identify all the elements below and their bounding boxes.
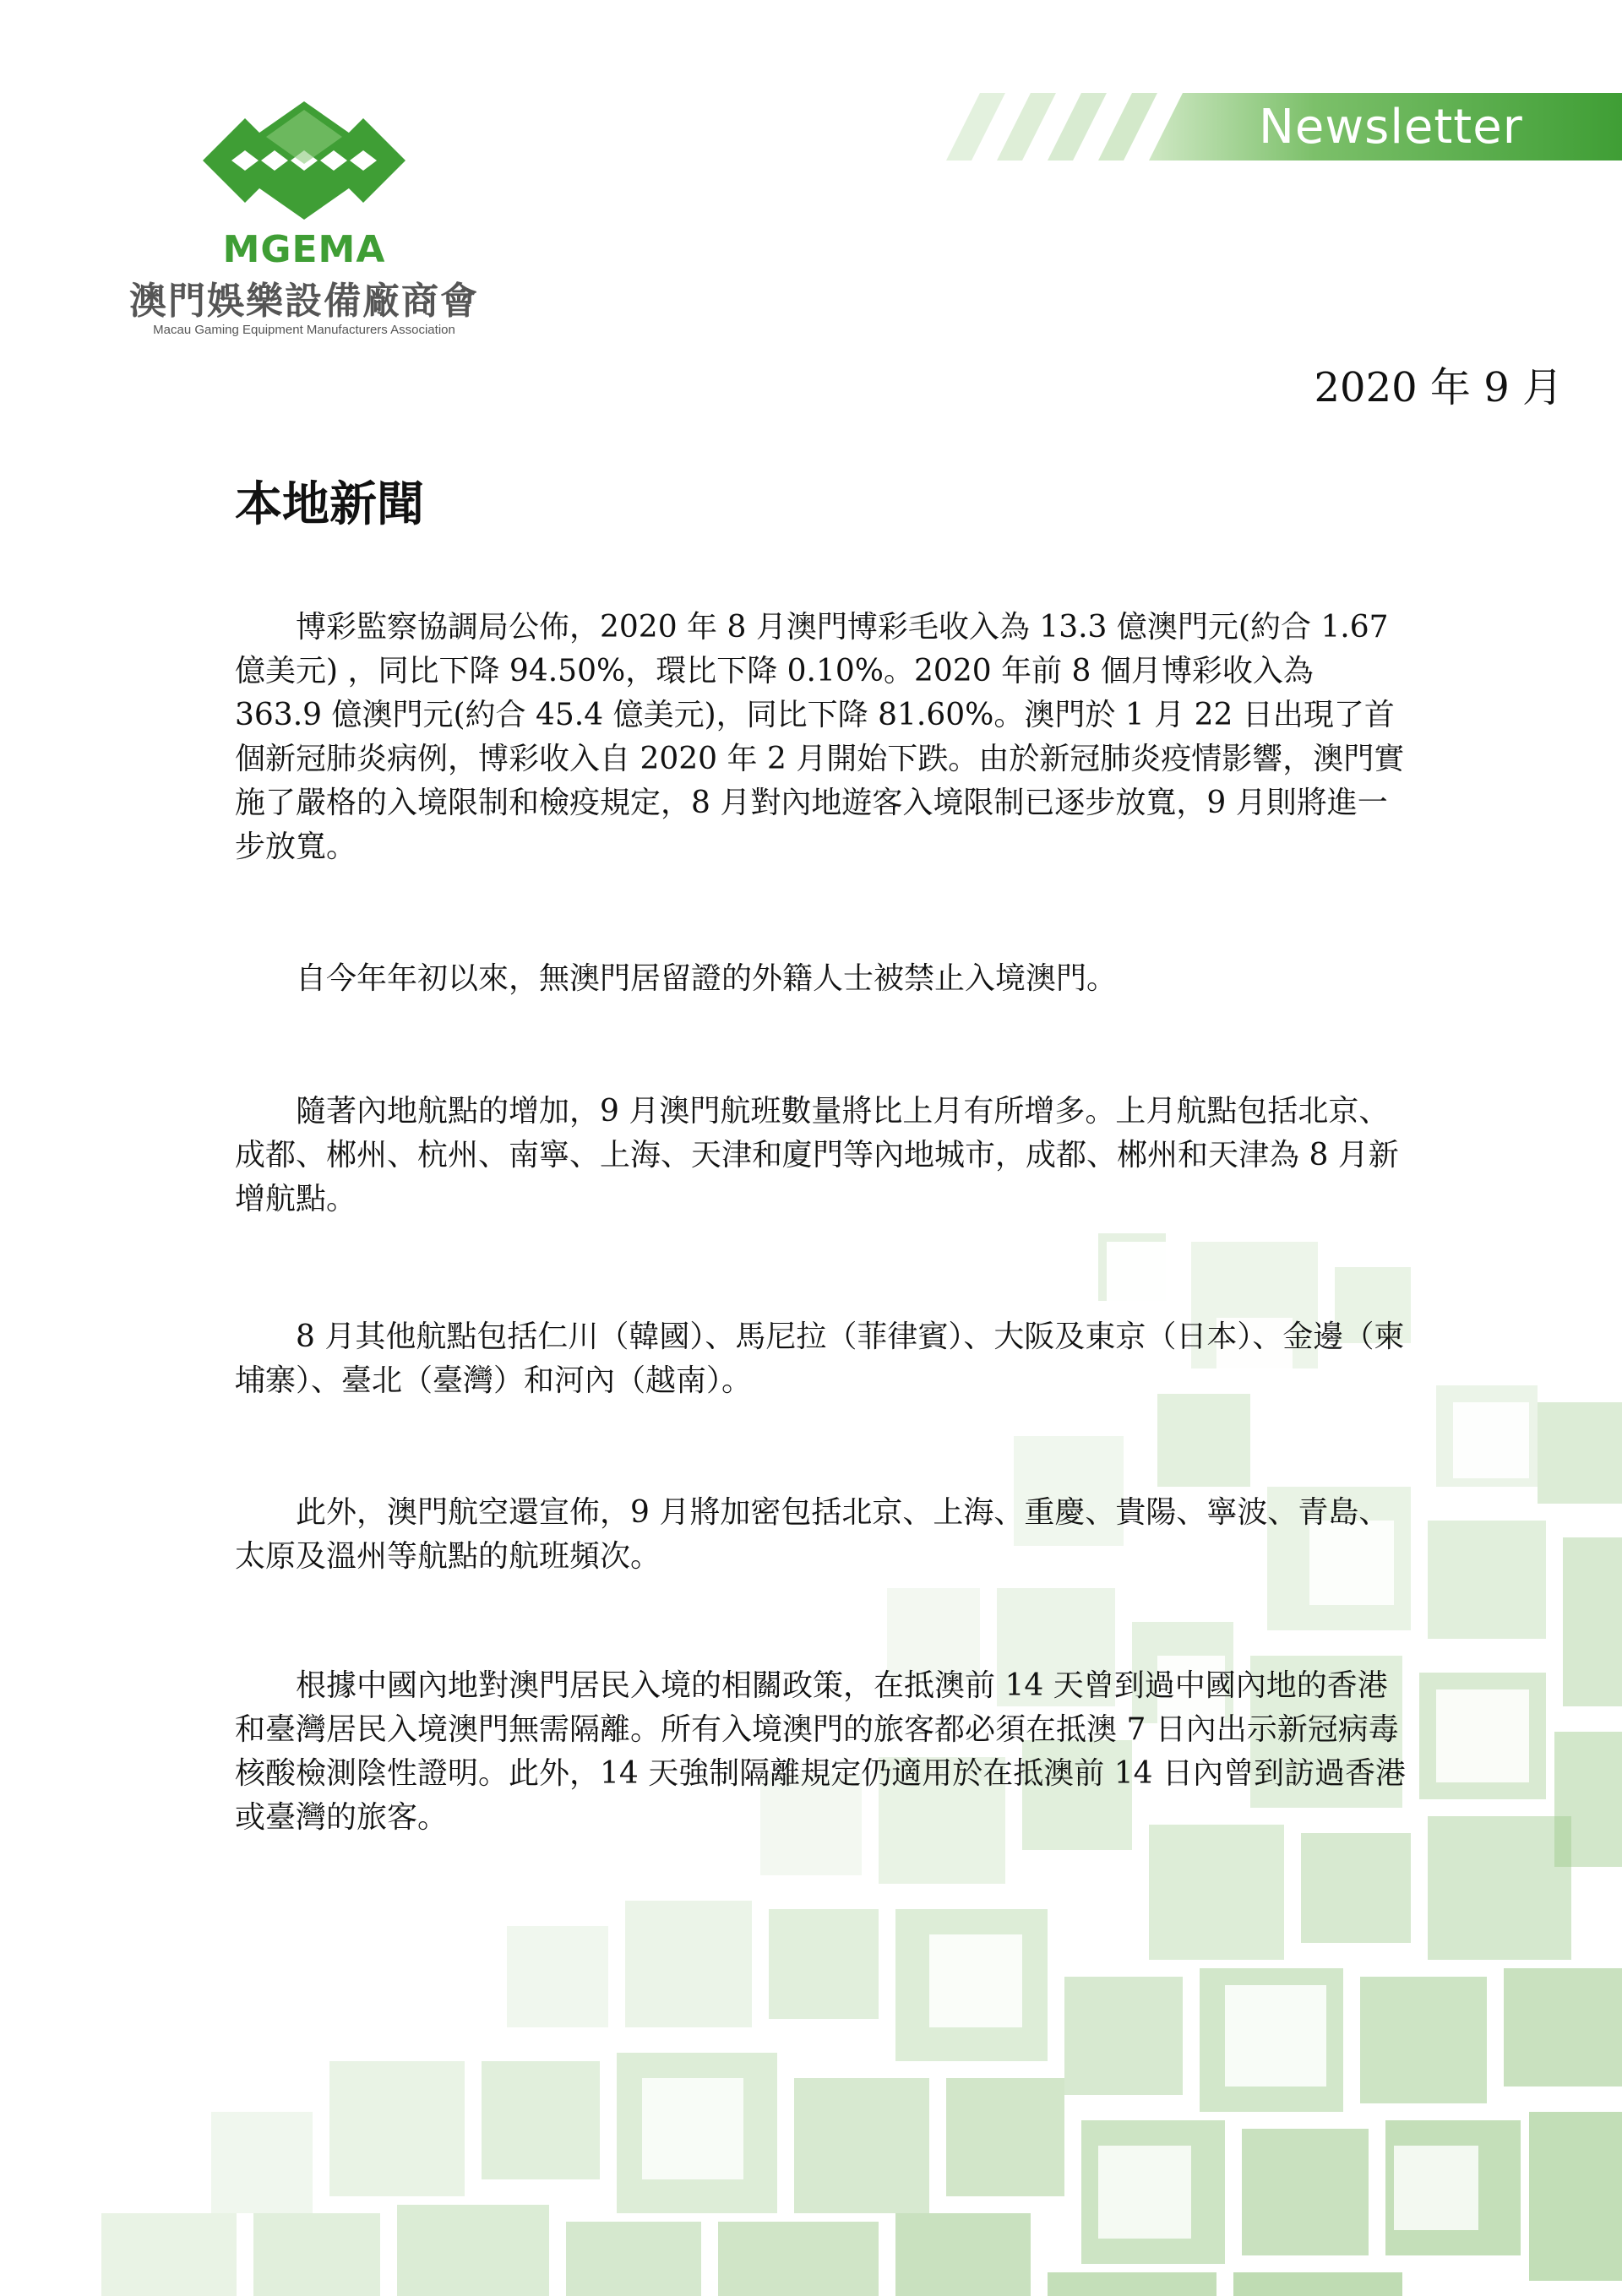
- logo-abbreviation: MGEMA: [222, 228, 386, 271]
- paragraph-gaming-revenue: 博彩監察協調局公佈，2020 年 8 月澳門博彩毛收入為 13.3 億澳門元(約合 1.67 億美元) ，同比下降 94.50%，環比下降 0.10%。2020 年前 8 個月博彩收入為 363.9 億澳門元(約合 45.4 億美元)，同比下降 81.60%。澳門於 1 月 22 日出現了首個新冠肺炎病例，博彩收入自 2020 年 2 月開始下跌。由於新冠肺炎疫情影響，澳門實施了嚴格的入境限制和檢疫規定，8 月對內地遊客入境限制已逐步放寬，9 月則將進一步放寬。: [235, 610, 1405, 864]
- paragraph-flights-mainland: 隨著內地航點的增加，9 月澳門航班數量將比上月有所增多。上月航點包括北京、成都、郴州、杭州、南寧、上海、天津和廈門等內地城市，成都、郴州和天津為 8 月新增航點。: [235, 1094, 1399, 1216]
- logo-name-chinese: 澳門娛樂設備廠商會: [129, 280, 479, 323]
- section-title: 本地新聞: [235, 477, 424, 532]
- issue-date: 2020 年 9 月: [1314, 364, 1563, 411]
- diamond-logo-icon: [118, 101, 490, 228]
- paragraph-quarantine-policy: 根據中國內地對澳門居民入境的相關政策，在抵澳前 14 天曾到過中國內地的香港和臺灣居民入境澳門無需隔離。所有入境澳門的旅客都必須在抵澳 7 日內出示新冠病毒核酸檢測陰性證明。此外，14 天強制隔離規定仍適用於在抵澳前 14 日內曾到訪過香港或臺灣的旅客。: [235, 1668, 1406, 1835]
- paragraph-air-macau: 此外，澳門航空還宣佈，9 月將加密包括北京、上海、重慶、貴陽、寧波、青島、太原及溫州等航點的航班頻次。: [235, 1495, 1390, 1574]
- logo-name-english: Macau Gaming Equipment Manufacturers Association: [153, 323, 455, 337]
- paragraph-other-flights: 8 月其他航點包括仁川（韓國）、馬尼拉（菲律賓）、大阪及東京（日本）、金邊（柬埔寨）、臺北（臺灣）和河內（越南）。: [235, 1319, 1405, 1398]
- paragraph-entry-ban: 自今年年初以來，無澳門居留證的外籍人士被禁止入境澳門。: [296, 961, 1118, 996]
- newsletter-label: Newsletter: [1259, 100, 1523, 155]
- mgema-logo: [118, 101, 490, 346]
